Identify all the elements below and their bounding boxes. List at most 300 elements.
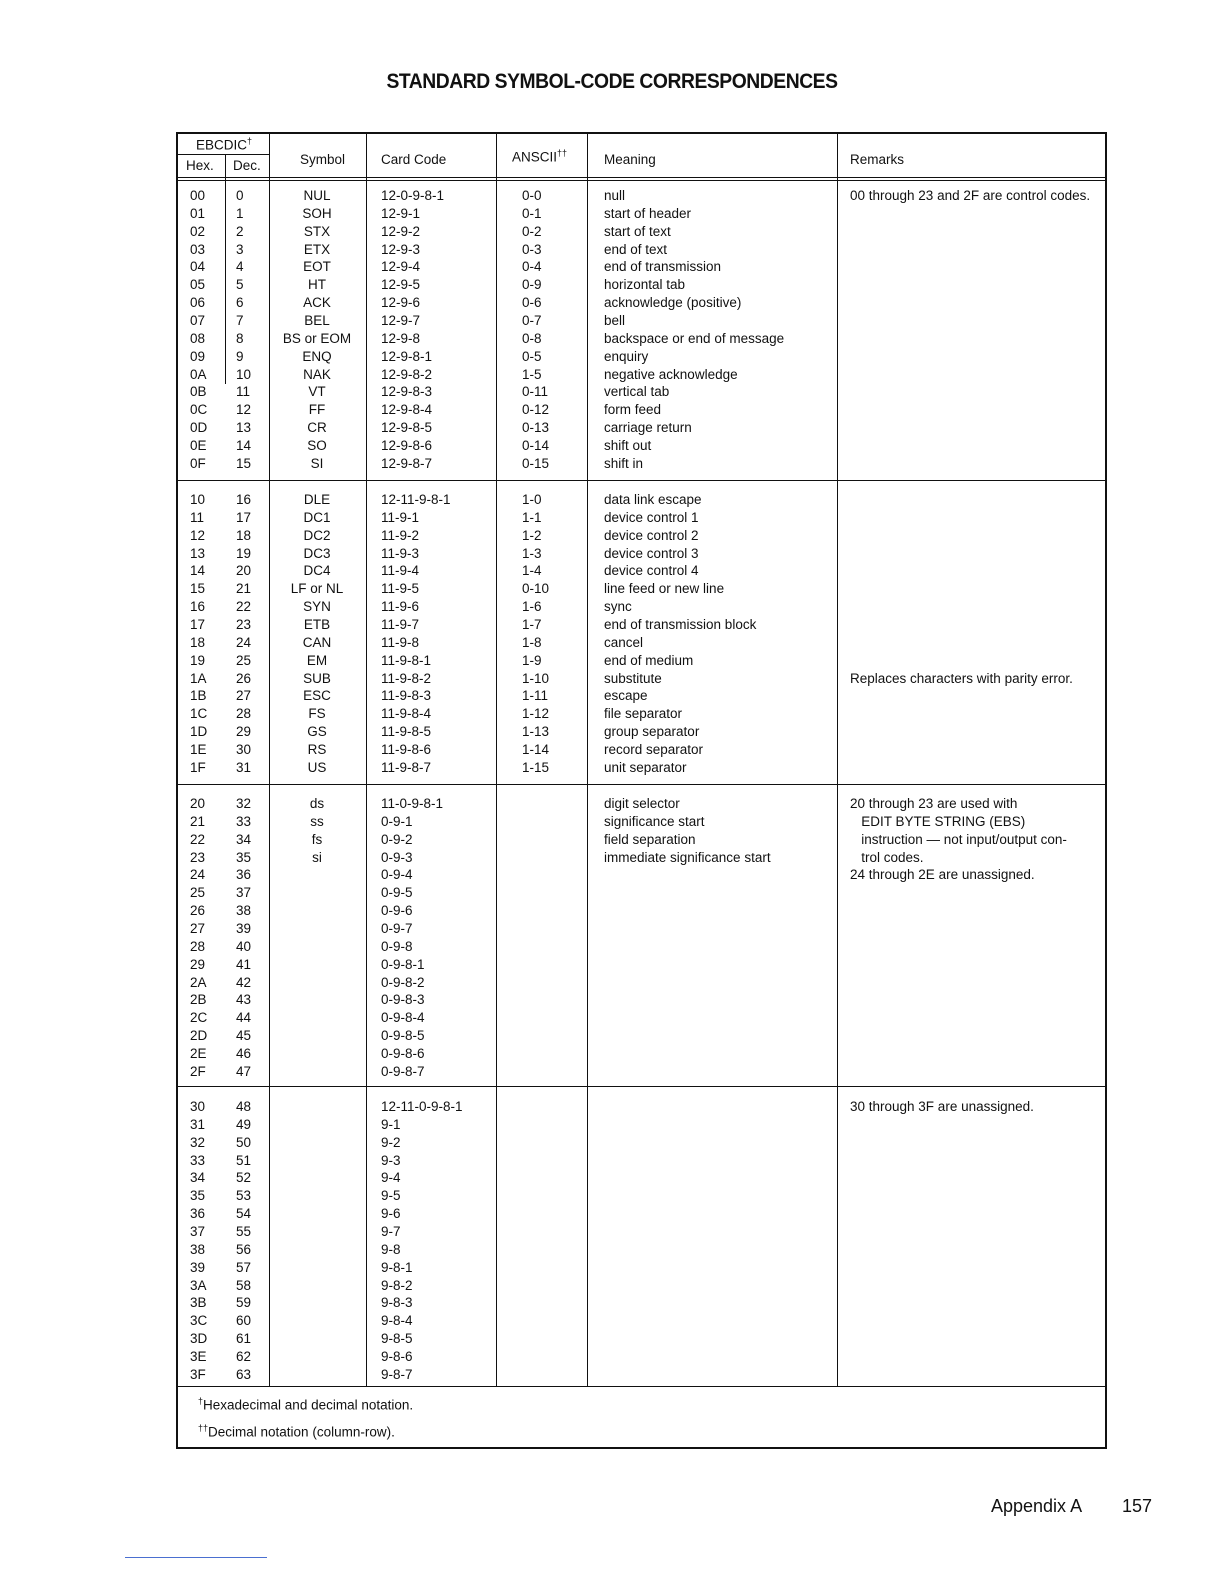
cell-meaning: bell xyxy=(604,312,626,328)
cell-symbol: ss xyxy=(310,813,324,829)
cell-meaning: acknowledge (positive) xyxy=(604,295,742,311)
cell-dec: 48 xyxy=(236,1099,252,1114)
cell-symbol: ds xyxy=(309,796,325,811)
cell-remark: 30 through 3F are unassigned. xyxy=(850,1099,1034,1114)
cell-symbol: BS or EOM xyxy=(282,330,352,346)
cell-hex: 3E xyxy=(190,1348,207,1364)
cell-card-code: 11-9-8-3 xyxy=(381,688,432,704)
cell-card-code: 12-11-0-9-8-1 xyxy=(381,1099,463,1114)
cell-dec: 10 xyxy=(236,366,252,382)
cell-symbol: DLE xyxy=(303,492,331,507)
cell-hex: 12 xyxy=(190,527,206,543)
cell-ansci: 0-4 xyxy=(522,259,542,275)
cell-hex: 27 xyxy=(190,920,206,936)
cell-card-code: 12-9-8-7 xyxy=(381,455,433,471)
cell-hex: 13 xyxy=(190,545,206,561)
cell-hex: 29 xyxy=(190,956,206,972)
cell-meaning: shift in xyxy=(604,455,644,471)
cell-dec: 18 xyxy=(236,527,252,543)
col-divider-meaning xyxy=(587,134,588,1386)
cell-symbol: SI xyxy=(310,455,324,471)
cell-card-code: 0-9-8-6 xyxy=(381,1045,425,1061)
cell-card-code: 11-9-3 xyxy=(381,545,420,561)
cell-card-code: 11-9-8-6 xyxy=(381,741,432,757)
cell-hex: 20 xyxy=(190,796,206,811)
cell-remark: instruction — not input/output con- xyxy=(850,831,1067,847)
cell-dec: 60 xyxy=(236,1313,252,1329)
cell-card-code: 12-9-2 xyxy=(381,223,421,239)
section-divider xyxy=(178,784,1105,785)
cell-hex: 34 xyxy=(190,1170,206,1186)
cell-hex: 25 xyxy=(190,885,206,901)
cell-card-code: 9-8-1 xyxy=(381,1259,413,1275)
cell-meaning: start of header xyxy=(604,205,692,221)
cell-dec: 43 xyxy=(236,992,252,1008)
cell-dec: 21 xyxy=(236,581,252,597)
cell-card-code: 12-9-8-1 xyxy=(381,348,433,364)
footer-page-number: 157 xyxy=(1122,1496,1153,1516)
cell-hex: 0B xyxy=(190,384,207,400)
cell-ansci: 0-3 xyxy=(522,241,542,257)
cell-card-code: 12-9-4 xyxy=(381,259,421,275)
cell-card-code: 11-9-8-4 xyxy=(381,706,432,722)
cell-hex: 0D xyxy=(190,420,208,436)
cell-dec: 29 xyxy=(236,724,252,740)
cell-dec: 14 xyxy=(236,437,252,453)
cell-symbol: LF or NL xyxy=(290,581,344,597)
cell-card-code: 11-9-8-7 xyxy=(381,759,432,775)
cell-hex: 16 xyxy=(190,599,206,615)
cell-symbol: fs xyxy=(311,831,323,847)
cell-hex: 08 xyxy=(190,330,206,346)
cell-ansci: 0-7 xyxy=(522,312,542,328)
cell-dec: 52 xyxy=(236,1170,252,1186)
cell-hex: 37 xyxy=(190,1223,206,1239)
cell-dec: 63 xyxy=(236,1366,252,1382)
cell-ansci: 1-13 xyxy=(522,724,550,740)
cell-dec: 46 xyxy=(236,1045,252,1061)
cell-card-code: 11-9-8-5 xyxy=(381,724,432,740)
cell-symbol: HT xyxy=(308,277,326,293)
header-card-code: Card Code xyxy=(381,152,447,167)
cell-hex: 1E xyxy=(190,741,207,757)
cell-card-code: 0-9-2 xyxy=(381,831,413,847)
cell-ansci: 0-10 xyxy=(522,581,550,597)
cell-hex: 2B xyxy=(190,992,207,1008)
cell-ansci: 1-10 xyxy=(522,670,550,686)
cell-hex: 14 xyxy=(190,563,206,579)
cell-ansci: 1-9 xyxy=(522,652,542,668)
cell-dec: 39 xyxy=(236,920,252,936)
cell-card-code: 11-9-8-1 xyxy=(381,652,432,668)
cell-dec: 41 xyxy=(236,956,252,972)
cell-meaning: field separation xyxy=(604,831,696,847)
bottom-rule xyxy=(125,1557,267,1558)
cell-ansci: 1-15 xyxy=(522,759,550,775)
header-meaning: Meaning xyxy=(604,152,656,167)
cell-card-code: 11-9-8 xyxy=(381,634,420,650)
col-divider-ansci xyxy=(496,134,497,1386)
cell-ansci: 0-8 xyxy=(522,330,542,346)
cell-remark: Replaces characters with parity error. xyxy=(850,670,1073,686)
cell-meaning: carriage return xyxy=(604,420,692,436)
cell-card-code: 0-9-1 xyxy=(381,813,413,829)
cell-hex: 3C xyxy=(190,1313,208,1329)
cell-ansci: 0-12 xyxy=(522,402,550,418)
cell-dec: 2 xyxy=(236,223,244,239)
cell-hex: 3F xyxy=(190,1366,206,1382)
cell-symbol: VT xyxy=(308,384,326,400)
footnote-2: ††Decimal notation (column-row). xyxy=(198,1423,395,1440)
col-divider-remarks xyxy=(837,134,838,1386)
cell-meaning: form feed xyxy=(604,402,662,418)
cell-card-code: 12-9-6 xyxy=(381,295,421,311)
cell-hex: 23 xyxy=(190,849,206,865)
cell-hex: 01 xyxy=(190,205,206,221)
cell-card-code: 9-4 xyxy=(381,1170,401,1186)
cell-dec: 9 xyxy=(236,348,244,364)
footer-appendix-label: Appendix A xyxy=(991,1496,1083,1516)
cell-dec: 28 xyxy=(236,706,252,722)
cell-meaning: device control 1 xyxy=(604,509,699,525)
cell-card-code: 9-2 xyxy=(381,1134,401,1150)
cell-card-code: 12-9-3 xyxy=(381,241,421,257)
cell-card-code: 11-9-1 xyxy=(381,509,420,525)
cell-dec: 6 xyxy=(236,295,244,311)
cell-meaning: end of transmission xyxy=(604,259,722,275)
cell-remark: trol codes. xyxy=(850,849,924,865)
cell-ansci: 1-11 xyxy=(522,688,549,704)
cell-meaning: device control 4 xyxy=(604,563,699,579)
cell-card-code: 12-9-8 xyxy=(381,330,421,346)
cell-meaning: enquiry xyxy=(604,348,649,364)
cell-symbol: RS xyxy=(307,741,327,757)
cell-ansci: 0-11 xyxy=(522,384,549,400)
cell-ansci: 0-14 xyxy=(522,437,550,453)
col-divider-card xyxy=(366,134,367,1386)
cell-symbol: EOT xyxy=(303,259,331,275)
cell-card-code: 12-9-8-2 xyxy=(381,366,433,382)
cell-hex: 11 xyxy=(190,509,205,525)
cell-dec: 16 xyxy=(236,492,252,507)
cell-dec: 22 xyxy=(236,599,252,615)
cell-hex: 38 xyxy=(190,1241,206,1257)
cell-meaning: unit separator xyxy=(604,759,687,775)
cell-symbol: GS xyxy=(307,724,327,740)
cell-meaning: group separator xyxy=(604,724,700,740)
cell-card-code: 9-8-7 xyxy=(381,1366,413,1382)
cell-dec: 35 xyxy=(236,849,252,865)
section-divider xyxy=(178,480,1105,481)
cell-ansci: 1-4 xyxy=(522,563,542,579)
cell-hex: 09 xyxy=(190,348,206,364)
cell-card-code: 9-1 xyxy=(381,1116,401,1132)
cell-card-code: 12-9-8-3 xyxy=(381,384,433,400)
cell-hex: 1A xyxy=(190,670,207,686)
cell-card-code: 0-9-8-3 xyxy=(381,992,425,1008)
cell-remark: 24 through 2E are unassigned. xyxy=(850,867,1035,883)
cell-hex: 31 xyxy=(190,1116,206,1132)
cell-ansci: 0-2 xyxy=(522,223,542,239)
cell-dec: 55 xyxy=(236,1223,252,1239)
cell-hex: 00 xyxy=(190,188,206,203)
cell-hex: 28 xyxy=(190,938,206,954)
cell-ansci: 1-0 xyxy=(522,492,542,507)
cell-meaning: digit selector xyxy=(604,796,680,811)
cell-symbol: ETB xyxy=(303,616,331,632)
cell-card-code: 0-9-3 xyxy=(381,849,413,865)
cell-hex: 03 xyxy=(190,241,206,257)
header-hex: Hex. xyxy=(186,158,214,173)
cell-symbol: SYN xyxy=(303,599,331,615)
cell-meaning: immediate significance start xyxy=(604,849,771,865)
cell-ansci: 1-6 xyxy=(522,599,542,615)
cell-symbol: NAK xyxy=(303,366,331,382)
cell-meaning: shift out xyxy=(604,437,652,453)
cell-hex: 39 xyxy=(190,1259,206,1275)
cell-hex: 21 xyxy=(190,813,206,829)
cell-symbol: CR xyxy=(307,420,327,436)
cell-card-code: 12-11-9-8-1 xyxy=(381,492,451,507)
cell-dec: 19 xyxy=(236,545,252,561)
cell-card-code: 0-9-8-4 xyxy=(381,1010,425,1026)
cell-card-code: 9-8 xyxy=(381,1241,401,1257)
cell-card-code: 11-9-2 xyxy=(381,527,420,543)
cell-hex: 17 xyxy=(190,616,206,632)
cell-dec: 62 xyxy=(236,1348,252,1364)
cell-card-code: 11-9-5 xyxy=(381,581,420,597)
cell-dec: 33 xyxy=(236,813,252,829)
cell-symbol: FS xyxy=(308,706,326,722)
cell-hex: 22 xyxy=(190,831,206,847)
cell-card-code: 11-9-6 xyxy=(381,599,420,615)
cell-symbol: DC4 xyxy=(303,563,331,579)
cell-hex: 1F xyxy=(190,759,206,775)
cell-dec: 11 xyxy=(236,384,251,400)
cell-card-code: 0-9-8-2 xyxy=(381,974,425,990)
cell-symbol: SO xyxy=(307,437,327,453)
cell-hex: 33 xyxy=(190,1152,206,1168)
cell-dec: 12 xyxy=(236,402,252,418)
cell-symbol: si xyxy=(312,849,322,865)
cell-card-code: 0-9-4 xyxy=(381,867,413,883)
cell-dec: 42 xyxy=(236,974,252,990)
cell-ansci: 1-5 xyxy=(522,366,542,382)
cell-symbol: NUL xyxy=(303,188,331,203)
cell-dec: 38 xyxy=(236,903,252,919)
cell-dec: 1 xyxy=(236,205,244,221)
cell-card-code: 12-9-5 xyxy=(381,277,421,293)
cell-dec: 56 xyxy=(236,1241,252,1257)
cell-card-code: 0-9-8-7 xyxy=(381,1063,425,1079)
cell-card-code: 12-9-7 xyxy=(381,312,421,328)
cell-hex: 2E xyxy=(190,1045,207,1061)
cell-card-code: 0-9-8 xyxy=(381,938,413,954)
cell-card-code: 9-8-6 xyxy=(381,1348,413,1364)
cell-hex: 2F xyxy=(190,1063,206,1079)
cell-hex: 3A xyxy=(190,1277,207,1293)
cell-symbol: CAN xyxy=(302,634,332,650)
cell-symbol: DC1 xyxy=(303,509,331,525)
cell-hex: 05 xyxy=(190,277,206,293)
cell-hex: 2A xyxy=(190,974,207,990)
cell-symbol: SOH xyxy=(302,205,332,221)
cell-meaning: negative acknowledge xyxy=(604,366,738,382)
cell-ansci: 0-5 xyxy=(522,348,542,364)
cell-ansci: 1-14 xyxy=(522,741,550,757)
cell-hex: 1B xyxy=(190,688,207,704)
header-ansci: ANSCII†† xyxy=(512,148,568,165)
cell-meaning: end of transmission block xyxy=(604,616,757,632)
cell-symbol: FF xyxy=(308,402,326,418)
footnote-1: †Hexadecimal and decimal notation. xyxy=(198,1396,414,1413)
cell-symbol: STX xyxy=(303,223,331,239)
cell-dec: 20 xyxy=(236,563,252,579)
cell-dec: 49 xyxy=(236,1116,252,1132)
cell-hex: 3D xyxy=(190,1331,208,1347)
cell-hex: 30 xyxy=(190,1099,206,1114)
cell-hex: 35 xyxy=(190,1188,206,1204)
cell-ansci: 0-0 xyxy=(522,188,542,203)
cell-dec: 58 xyxy=(236,1277,252,1293)
cell-meaning: line feed or new line xyxy=(604,581,725,597)
cell-hex: 2C xyxy=(190,1010,208,1026)
cell-dec: 61 xyxy=(236,1331,252,1347)
cell-ansci: 0-13 xyxy=(522,420,550,436)
cell-dec: 15 xyxy=(236,455,252,471)
cell-symbol: BEL xyxy=(304,312,330,328)
cell-symbol: US xyxy=(307,759,327,775)
cell-card-code: 0-9-5 xyxy=(381,885,413,901)
cell-card-code: 0-9-7 xyxy=(381,920,413,936)
cell-dec: 5 xyxy=(236,277,244,293)
cell-hex: 26 xyxy=(190,903,206,919)
cell-meaning: file separator xyxy=(604,706,683,722)
cell-hex: 0E xyxy=(190,437,207,453)
cell-hex: 02 xyxy=(190,223,206,239)
cell-hex: 10 xyxy=(190,492,206,507)
cell-meaning: device control 2 xyxy=(604,527,699,543)
cell-card-code: 11-9-4 xyxy=(381,563,420,579)
cell-symbol: ACK xyxy=(303,295,331,311)
cell-symbol: ETX xyxy=(303,241,331,257)
cell-symbol: DC3 xyxy=(303,545,331,561)
cell-dec: 26 xyxy=(236,670,252,686)
header-ebcdic: EBCDIC† xyxy=(196,136,253,153)
cell-hex: 04 xyxy=(190,259,206,275)
cell-meaning: cancel xyxy=(604,634,644,650)
cell-dec: 13 xyxy=(236,420,252,436)
cell-dec: 54 xyxy=(236,1206,252,1222)
cell-symbol: SUB xyxy=(303,670,331,686)
ebcdic-subheader-line xyxy=(178,154,270,155)
cell-symbol: DC2 xyxy=(303,527,331,543)
cell-dec: 8 xyxy=(236,330,244,346)
cell-dec: 23 xyxy=(236,616,252,632)
cell-ansci: 1-1 xyxy=(522,509,542,525)
cell-meaning: end of text xyxy=(604,241,668,257)
cell-dec: 0 xyxy=(236,188,244,203)
cell-dec: 25 xyxy=(236,652,252,668)
cell-card-code: 12-0-9-8-1 xyxy=(381,188,445,203)
cell-card-code: 9-6 xyxy=(381,1206,401,1222)
section-divider xyxy=(178,1086,1105,1087)
cell-meaning: start of text xyxy=(604,223,671,239)
header-bottom-line xyxy=(178,177,1105,178)
cell-card-code: 11-9-8-2 xyxy=(381,670,432,686)
cell-dec: 32 xyxy=(236,796,252,811)
cell-meaning: device control 3 xyxy=(604,545,699,561)
cell-hex: 36 xyxy=(190,1206,206,1222)
cell-dec: 59 xyxy=(236,1295,252,1311)
cell-dec: 40 xyxy=(236,938,252,954)
section-divider xyxy=(178,1386,1105,1387)
cell-hex: 2D xyxy=(190,1028,208,1044)
cell-card-code: 12-9-8-6 xyxy=(381,437,433,453)
cell-meaning: record separator xyxy=(604,741,704,757)
symbol-code-table xyxy=(176,132,1107,1449)
cell-meaning: sync xyxy=(604,599,632,615)
cell-dec: 44 xyxy=(236,1010,252,1026)
cell-symbol: EM xyxy=(306,652,328,668)
cell-card-code: 0-9-8-5 xyxy=(381,1028,425,1044)
cell-dec: 57 xyxy=(236,1259,252,1275)
cell-card-code: 12-9-8-4 xyxy=(381,402,433,418)
cell-ansci: 1-12 xyxy=(522,706,550,722)
cell-dec: 7 xyxy=(236,312,244,328)
cell-dec: 50 xyxy=(236,1134,252,1150)
cell-dec: 37 xyxy=(236,885,252,901)
cell-ansci: 0-1 xyxy=(522,205,542,221)
cell-remark: 00 through 23 and 2F are control codes. xyxy=(850,188,1091,203)
cell-ansci: 0-9 xyxy=(522,277,542,293)
cell-meaning: end of medium xyxy=(604,652,694,668)
page-title: STANDARD SYMBOL-CODE CORRESPONDENCES xyxy=(386,70,838,93)
cell-ansci: 0-6 xyxy=(522,295,542,311)
cell-hex: 0C xyxy=(190,402,208,418)
cell-card-code: 12-9-8-5 xyxy=(381,420,433,436)
cell-card-code: 9-7 xyxy=(381,1223,401,1239)
cell-ansci: 0-15 xyxy=(522,455,550,471)
cell-dec: 45 xyxy=(236,1028,252,1044)
cell-dec: 53 xyxy=(236,1188,252,1204)
cell-dec: 4 xyxy=(236,259,244,275)
cell-dec: 24 xyxy=(236,634,252,650)
cell-dec: 30 xyxy=(236,741,252,757)
cell-hex: 24 xyxy=(190,867,206,883)
cell-card-code: 9-8-3 xyxy=(381,1295,413,1311)
cell-hex: 06 xyxy=(190,295,206,311)
cell-hex: 3B xyxy=(190,1295,207,1311)
cell-symbol: ENQ xyxy=(302,348,332,364)
cell-card-code: 11-0-9-8-1 xyxy=(381,796,444,811)
cell-hex: 0A xyxy=(190,366,207,382)
header-symbol: Symbol xyxy=(300,152,346,167)
cell-card-code: 11-9-7 xyxy=(381,616,420,632)
cell-remark: 20 through 23 are used with xyxy=(850,796,1018,811)
cell-meaning: backspace or end of message xyxy=(604,330,785,346)
cell-dec: 36 xyxy=(236,867,252,883)
cell-hex: 1D xyxy=(190,724,208,740)
cell-card-code: 9-3 xyxy=(381,1152,401,1168)
cell-dec: 51 xyxy=(236,1152,252,1168)
cell-ansci: 1-8 xyxy=(522,634,542,650)
cell-hex: 07 xyxy=(190,312,206,328)
header-dec: Dec. xyxy=(233,158,261,173)
cell-dec: 47 xyxy=(236,1063,252,1079)
cell-meaning: vertical tab xyxy=(604,384,670,400)
col-divider-symbol xyxy=(269,134,270,1386)
